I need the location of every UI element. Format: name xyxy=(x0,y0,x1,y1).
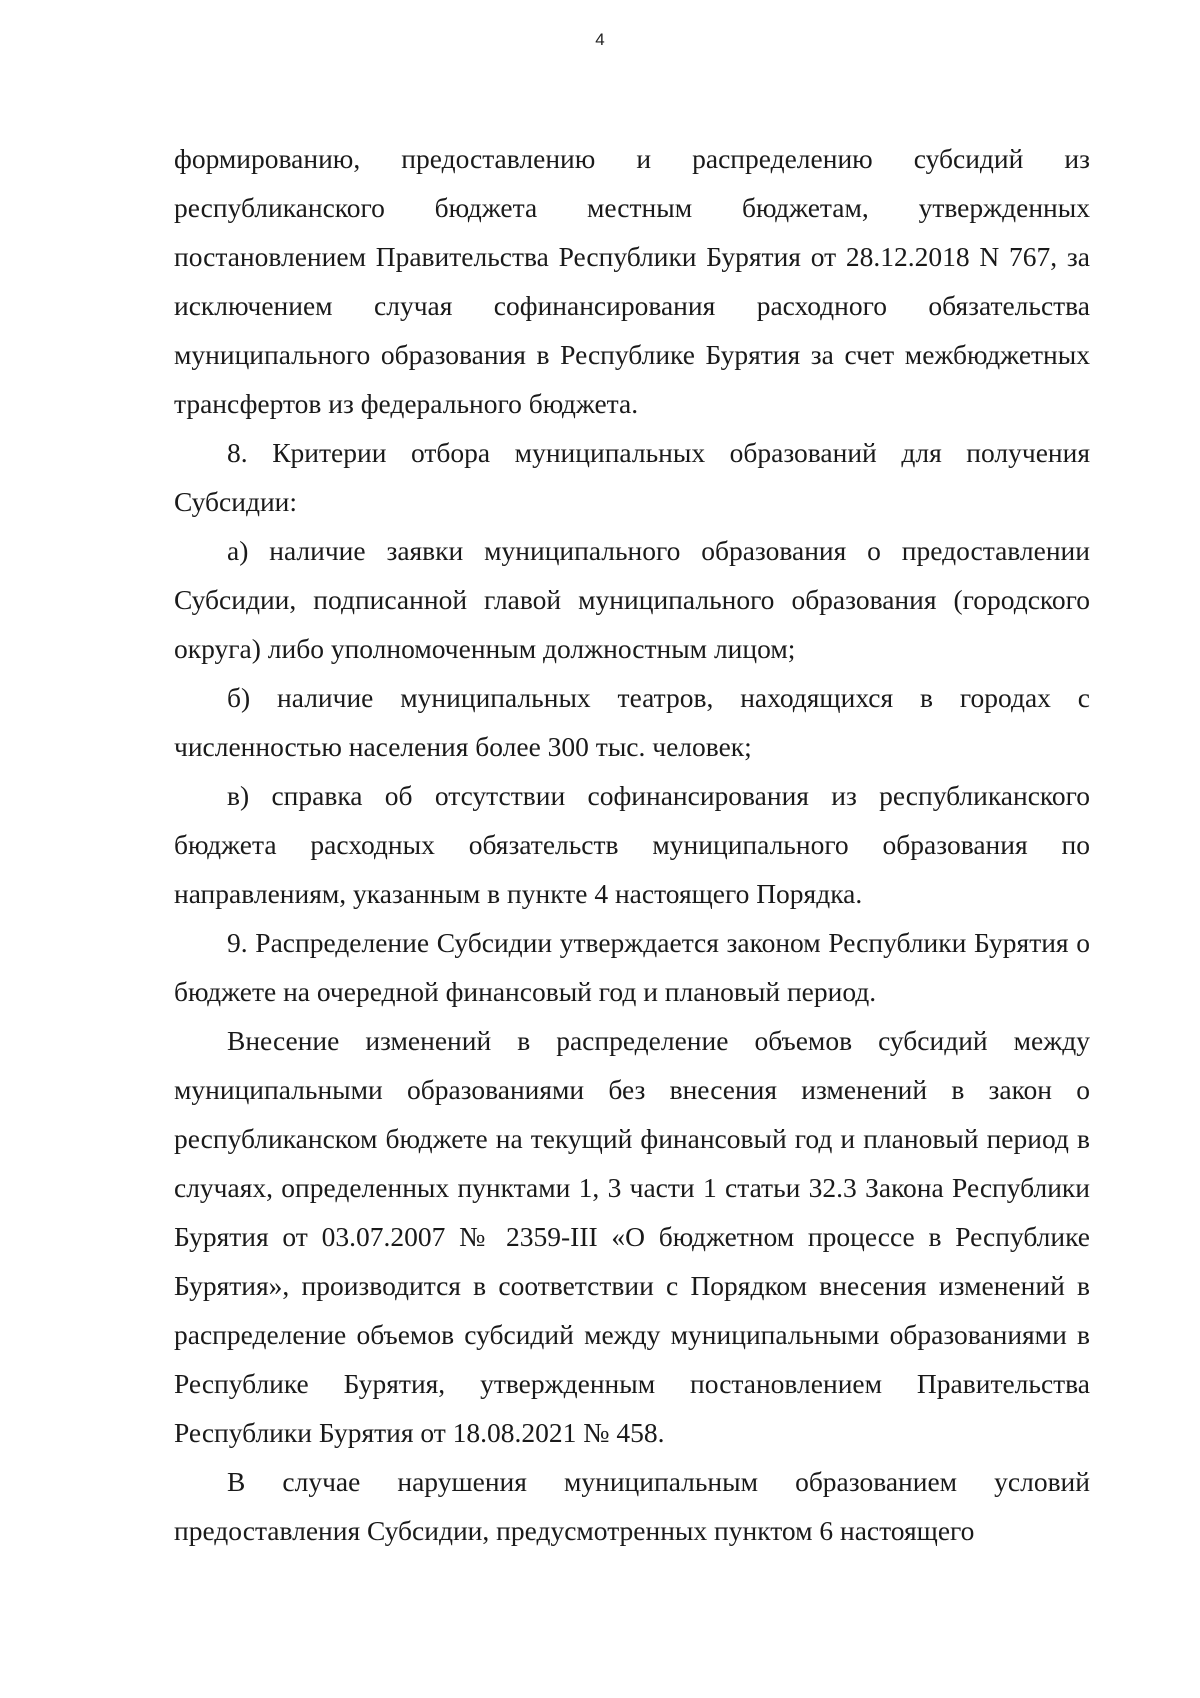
paragraph-criterion-v: в) справка об отсутствии софинансирования из республиканского бюджета расходных обязательств муниципального образования по направлениям, указанным в пункте 4 настоящего Порядка. xyxy=(174,780,1090,909)
paragraph-continuation: формированию, предоставлению и распределению субсидий из республиканского бюджета местным бюджетам, утвержденных постановлением Правительства Республики Бурятия от 28.12.2018 N 767, за исключением случая софинансирования расходного обязательства муниципального образования в Республике Бурятия за счет межбюджетных трансфертов из федерального бюджета. xyxy=(174,143,1090,419)
paragraph-item-9: 9. Распределение Субсидии утверждается законом Республики Бурятия о бюджете на очередной финансовый год и плановый период. xyxy=(174,927,1090,1007)
paragraph-criterion-a: а) наличие заявки муниципального образования о предоставлении Субсидии, подписанной главой муниципального образования (городского округа) либо уполномоченным должностным лицом; xyxy=(174,535,1090,664)
paragraph-item-8: 8. Критерии отбора муниципальных образований для получения Субсидии: xyxy=(174,437,1090,517)
document-body xyxy=(174,134,1090,1555)
paragraph-criterion-b: б) наличие муниципальных театров, находящихся в городах с численностью населения более 300 тыс. человек; xyxy=(174,682,1090,762)
paragraph-violation: В случае нарушения муниципальным образованием условий предоставления Субсидии, предусмотренных пунктом 6 настоящего xyxy=(174,1466,1090,1546)
paragraph-amendments: Внесение изменений в распределение объемов субсидий между муниципальными образованиями без внесения изменений в закон о республиканском бюджете на текущий финансовый год и плановый период в случаях, определенных пунктами 1, 3 части 1 статьи 32.3 Закона Республики Бурятия от 03.07.2007 № 2359-III «О бюджетном процессе в Республике Бурятия», производится в соответствии с Порядком внесения изменений в распределение объемов субсидий между муниципальными образованиями в Республике Бурятия, утвержденным постановлением Правительства Республики Бурятия от 18.08.2021 № 458. xyxy=(174,1025,1090,1448)
page-number: 4 xyxy=(595,30,605,49)
